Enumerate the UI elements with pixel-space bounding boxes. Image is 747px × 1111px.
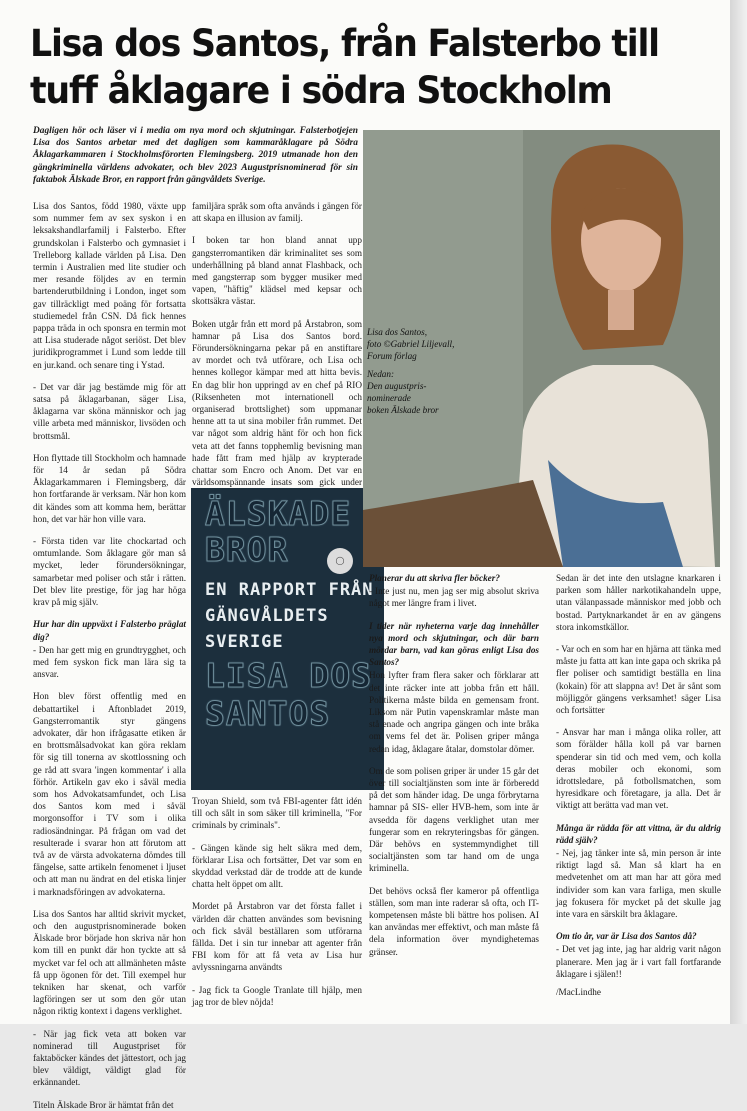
col2-paragraph: familjära språk som ofta används i gängen för att skapa en illusion av familj.: [192, 201, 362, 224]
col2-paragraph: Mordet på Årstabron var det första fallet i världen där chatten användes som bevisning och fick såväl beställaren som utförarna fällda. Det i sin tur innebar att agenter från FBI kom för att få veta av Lisa hur avlyssningarna användts: [192, 901, 362, 973]
intro-paragraph: Dagligen hör och läser vi i media om nya mord och skjutningar. Falsterbotjejen Lisa dos Santos arbetar med det dagligen som kammaråklagare på Södra Åklagarkammaren i Stockholmsförorten Flemingsberg. 2019 utmanade hon den gängkriminella världens advokater, och blev 2023 Augustprisnominerad för sin faktabok Älskade Bror, en rapport från gängvåldets Sverige.: [33, 126, 358, 185]
book-cover-image: [191, 488, 384, 790]
col1-paragraph: Lisa dos Santos har alltid skrivit mycket, och den augustprisnominerade boken Älskade bror började hon skriva när hon kom till en punkt där hon tyckte att så mycket var fel och att allmänheten måste få upp ögonen för det. Till exempel hur tekniken har skenat, och varför lagföringen ser ut som den gör utan någon riktig kontext i dagens verklighet.: [33, 908, 186, 1017]
interview-answer: - Inte just nu, men jag ser mig absolut skriva något mer längre fram i livet.: [369, 586, 539, 609]
col1-paragraph: Lisa dos Santos, född 1980, växte upp som nummer fem av sex syskon i en leksakshandlarfamilj i Falsterbo. Efter grundskolan i Falsterbo och gymnasiet i Trelleborg kallade världen på Lisa. Den termin i Australien med lite studier och mer resande följdes av en termin bartenderutbildning i London, inget som gav tillräckligt med poäng för fortsatta studiemedel från CSN. Då fick hennes pappa träda in och sponsra en termin mot att Lisa studerade något seriöst. Det blev juridikprogrammet i Lund som ledde till en jur.kand. och senare ting i Ystad.: [33, 201, 186, 370]
book-author-2: SANTOS: [205, 694, 331, 733]
caption-line: boken Älskade bror: [367, 405, 439, 416]
page-title: [30, 20, 679, 114]
title-line-1: Lisa dos Santos, från Falsterbo till: [30, 22, 659, 65]
interview-question: Om tio år, var är Lisa dos Santos då?: [556, 931, 697, 942]
interview-answer: - Den har gett mig en grundtrygghet, och med fem syskon fick man lära sig ta ansvar.: [33, 644, 186, 680]
caption-line: Forum förlag: [367, 351, 417, 362]
col1-paragraph: - Första tiden var lite chockartad och omtumlande. Som åklagare gör man så mycket, leder förundersökningar, samarbetar med poliser och står i rätten. Det blev lite prestige, för jag har höga krav på mig själv.: [33, 536, 186, 608]
title-line-2: tuff åklagare i södra Stockholm: [30, 69, 612, 112]
column-2-bottom: [192, 795, 362, 1020]
col2-paragraph: I boken tar hon bland annat upp gangsterromantiken där kriminalitet ses som underhållning på bland annat Flashback, och med gangsterrap som bygger musiker med vapen, "häftig" klädsel med kepsar och skottsäkra västar.: [192, 235, 362, 307]
book-subtitle-3: SVERIGE: [205, 632, 284, 652]
col2-paragraph: - Gängen kände sig helt säkra med dem, förklarar Lisa och fortsätter, Det var som en skyddad verkstad där de trodde att de kunde chatta helt öppet om allt.: [192, 842, 362, 890]
column-4: [556, 572, 721, 1022]
photo-caption: [367, 326, 454, 416]
interview-question: Planerar du att skriva fler böcker?: [369, 573, 500, 583]
col4-paragraph: - Ansvar har man i många olika roller, att som förälder hålla koll på var barnen spenderar sin tid och med vem, och kolla deras mobiler och ekonomi, som idrottsledare, på fotbollsmatchen, som hyresidkare och företagare, ja alla. Det är viktigt att berätta vad man vet.: [556, 727, 721, 811]
book-author-1: LISA DOS: [205, 656, 372, 695]
page-edge: [730, 0, 747, 1024]
col3-paragraph: Hon lyfter fram flera saker och förklarar att det inte räcker inte att jobba från ett håll. Politikerna måste bilda en gemensam front. Liksom när Putin vapenskramlar måste man stå enade och angripa gängen och inte bråka om vems fel det är. Polisen griper många redan idag, åklagare åtalar, domstolar dömer.: [369, 670, 539, 754]
col4-paragraph: Sedan är det inte den utslagne knarkaren i parken som håller narkotikahandeln uppe, utan välanpassade människor med jobb och bostad. Partyknarkandet är en av gängens stora inkomstkällor.: [556, 573, 721, 632]
col1-paragraph: Hon blev först offentlig med en debattartikel i Aftonbladet 2019, Gangsterromantik styr gängens advokater, där hon ifrågasatte etiken är en brottsmålsadvokat kan göra reklam för sig till tonerna av skottlossning och ge råd att svara 'ingen kommentar' i alla förhör. Artikeln gav eko i såväl media som hos Advokatsamfundet, och Lisa dos Santos kom med i såväl morgonsoffor i TV som i olika radiosändningar. På frågan om vad det resulterade i svarar hon att förutom att två av de värsta advokaterna dömdes till fängelse, satte artikeln fenomenet i ljuset och att man nu ändrat en del etiska linjer i marknadsföringen av advokaterna.: [33, 691, 186, 897]
book-subtitle-1: EN RAPPORT FRÅN: [205, 580, 374, 600]
col1-paragraph: Titeln Älskade Bror är hämtat från det: [33, 1099, 174, 1110]
col3-paragraph: Det behövs också fler kameror på offentliga ställen, som man inte raderar så ofta, och IT-kompetensen måste bli bättre hos polisen. AI kan användas mer effektivt, och man måste få dela information över myndighetemas gränser.: [369, 885, 539, 957]
caption-line: Lisa dos Santos,: [367, 327, 427, 337]
caption-line: foto ©Gabriel Liljevall,: [367, 339, 455, 350]
column-2-top: [192, 200, 362, 530]
interview-answer: - Det vet jag inte, jag har aldrig varit någon planerare. Men jag är i vart fall fortfarande åklagare i själen!!: [556, 944, 721, 979]
col1-paragraph: - När jag fick veta att boken var nominerad till Augustpriset för faktaböcker kändes det jättestort, och jag blev väldigt, väldigt glad för erkännandet.: [33, 1028, 186, 1088]
portrait-photo: [363, 130, 720, 567]
interview-question: Många är rädda för att vittna, är du aldrig rädd själv?: [556, 822, 721, 845]
caption-line: nominerade: [367, 393, 411, 404]
interview-question: Hur har din uppväxt i Falsterbo präglat dig?: [33, 619, 186, 642]
book-subtitle-2: GÄNGVÅLDETS: [205, 606, 329, 626]
col1-paragraph: - Det var där jag bestämde mig för att satsa på åklagarbanan, säger Lisa, åklagarna var sköna människor och jag ville arbeta med människor, livsöden och brottsmål.: [33, 381, 186, 441]
col2-paragraph: Boken utgår från ett mord på Årstabron, som hamnar på Lisa dos Santos bord. Förundersökningarna pekar på en anstiftare av mordet och två utförare, och Lisa och hennes kollegor kämpar med att hitta bevis. En dag blir hon uppringd av en chef på RIO (Riksenheten mot internationell och organiserad brottslighet) som uppmanar henne att ta ut sina mobiler från rummet. Det var något som aldrig hänt för och hon fick veta att det fanns topphemlig bevisning man hade fått fram med hjälp av krypterade chattar som Encro och Anom. Det var en världsomspännande insats som gick under: [192, 318, 362, 488]
col2-paragraph: Troyan Shield, som två FBI-agenter fått idén till och sålt in som säker till kriminella, "For criminals by criminals".: [192, 796, 362, 831]
author-signature: /MacLindhe: [556, 987, 601, 998]
interview-question: I tider när nyheterna varje dag innehåller nya mord och skjutningar, och där barn mördar barn, vad kan göras enligt Lisa dos Santos?: [369, 620, 539, 668]
col2-paragraph: - Jag fick ta Google Tranlate till hjälp, men jag tror de blev nöjda!: [192, 984, 362, 1007]
col4-paragraph: - Var och en som har en hjärna att tänka med måste ju fatta att kan inte gapa och skrika på fler poliser och samtidigt beställa en lina (kokain) för att slappna av! Det är sånt som möjliggör gängens verksamhet! säger Lisa och fortsätter: [556, 644, 721, 716]
column-3: [369, 572, 539, 1022]
col3-paragraph: Om de som polisen griper är under 15 går det över till socialtjänsten som inte är förberedd på det som händer idag. De unga förbrytarna hamnar på SIS- eller HVB-hem, som inte är avsedda för dagens verklighet utan mer fungerar som en rekryteringsbas för gängen. Där behövs en systemmyndighet till socialtjänsten som tar hand om de unga kriminella.: [369, 765, 539, 874]
caption-line: Nedan:: [367, 368, 395, 379]
col1-paragraph: Hon flyttade till Stockholm och hamnade för 14 år sedan på Södra Åklagarkammaren i Flemingsberg, där hon fortfarande är verksam. När hon kom dit kändes som att komma hem, berättar hon, det var här hon ville vara.: [33, 452, 186, 524]
book-title-1: ÄLSKADE: [205, 494, 352, 533]
caption-line: Den augustpris-: [367, 380, 427, 391]
column-1: [33, 200, 186, 1110]
interview-answer: - Nej, jag tänker inte så, min person är inte riktigt lagd så. Man så klart ha en medvetenhet om att man har att göra med individer som kan vara farliga, men skulle jag fokusera för mycket på det skulle jag inte vara en särskilt bra åklagare.: [556, 848, 721, 920]
award-seal-icon: ◯: [327, 548, 353, 574]
book-title-2: BROR: [205, 530, 289, 569]
